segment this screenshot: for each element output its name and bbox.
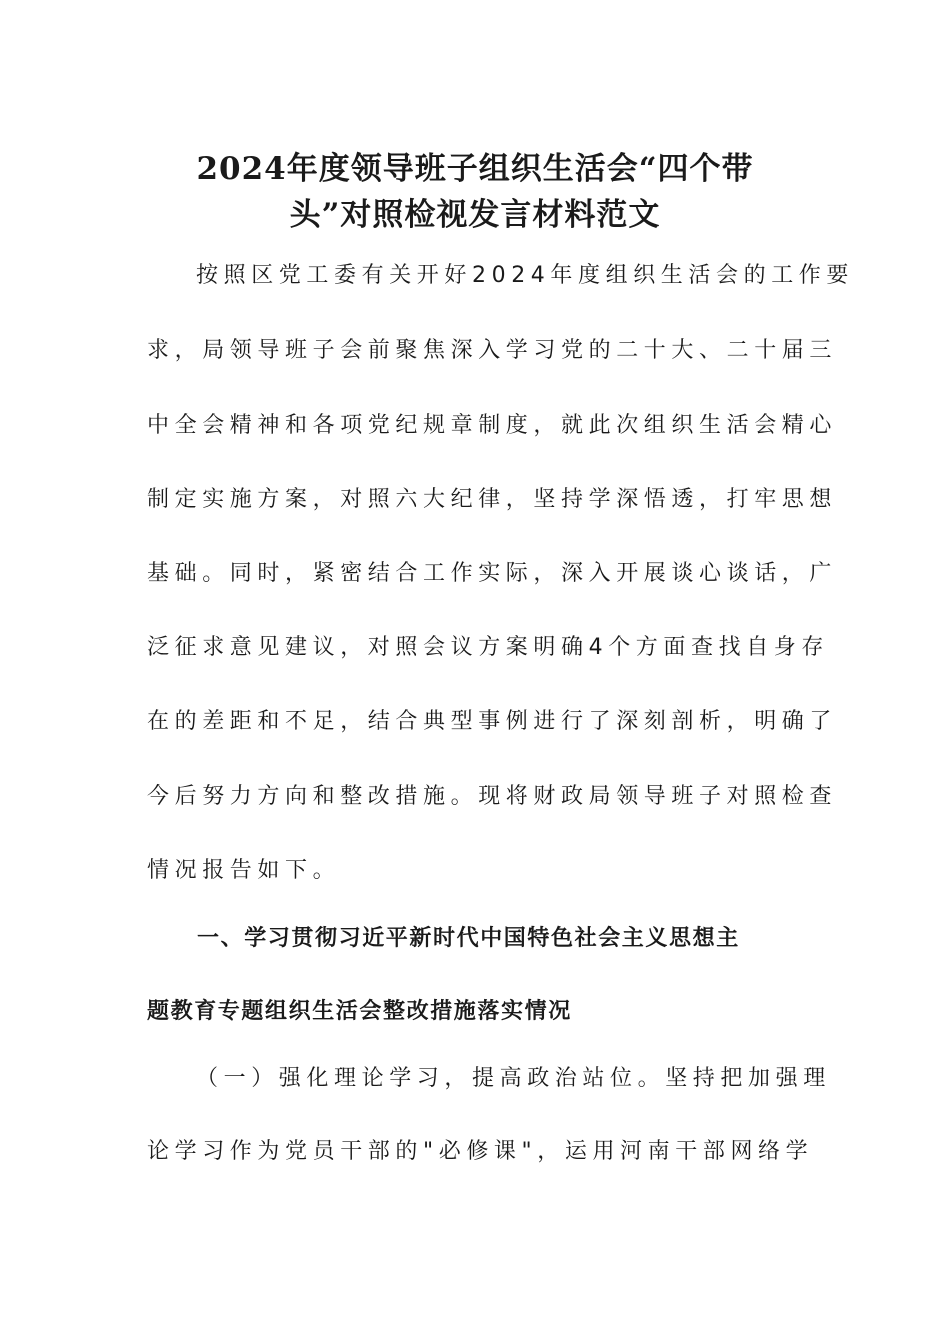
- section-heading-line: 一、学习贯彻习近平新时代中国特色社会主义思想主: [197, 926, 740, 951]
- section-paragraph-line: 论学习作为党员干部的"必修课"，运用河南干部网络学: [147, 1139, 814, 1164]
- intro-paragraph-line: 今后努力方向和整改措施。现将财政局领导班子对照检查: [147, 784, 838, 809]
- intro-paragraph-line: 情况报告如下。: [147, 858, 341, 883]
- intro-paragraph-line: 求，局领导班子会前聚焦深入学习党的二十大、二十届三: [147, 338, 838, 363]
- intro-paragraph-line: 泛征求意见建议，对照会议方案明确4个方面查找自身存: [147, 635, 829, 660]
- document-title-line-2: 头”对照检视发言材料范文: [289, 197, 661, 233]
- section-paragraph-line: （一）强化理论学习，提高政治站位。坚持把加强理: [196, 1066, 831, 1091]
- intro-paragraph-line: 基础。同时，紧密结合工作实际，深入开展谈心谈话，广: [147, 561, 838, 586]
- intro-paragraph-line: 制定实施方案，对照六大纪律，坚持学深悟透，打牢思想: [147, 487, 838, 512]
- document-title-line-1: 2024年度领导班子组织生活会“四个带: [196, 151, 754, 187]
- intro-paragraph-line: 按照区党工委有关开好2024年度组织生活会的工作要: [196, 263, 854, 288]
- intro-paragraph-line: 中全会精神和各项党纪规章制度，就此次组织生活会精心: [147, 413, 838, 438]
- section-heading-line: 题教育专题组织生活会整改措施落实情况: [147, 999, 572, 1024]
- intro-paragraph-line: 在的差距和不足，结合典型事例进行了深刻剖析，明确了: [147, 709, 838, 734]
